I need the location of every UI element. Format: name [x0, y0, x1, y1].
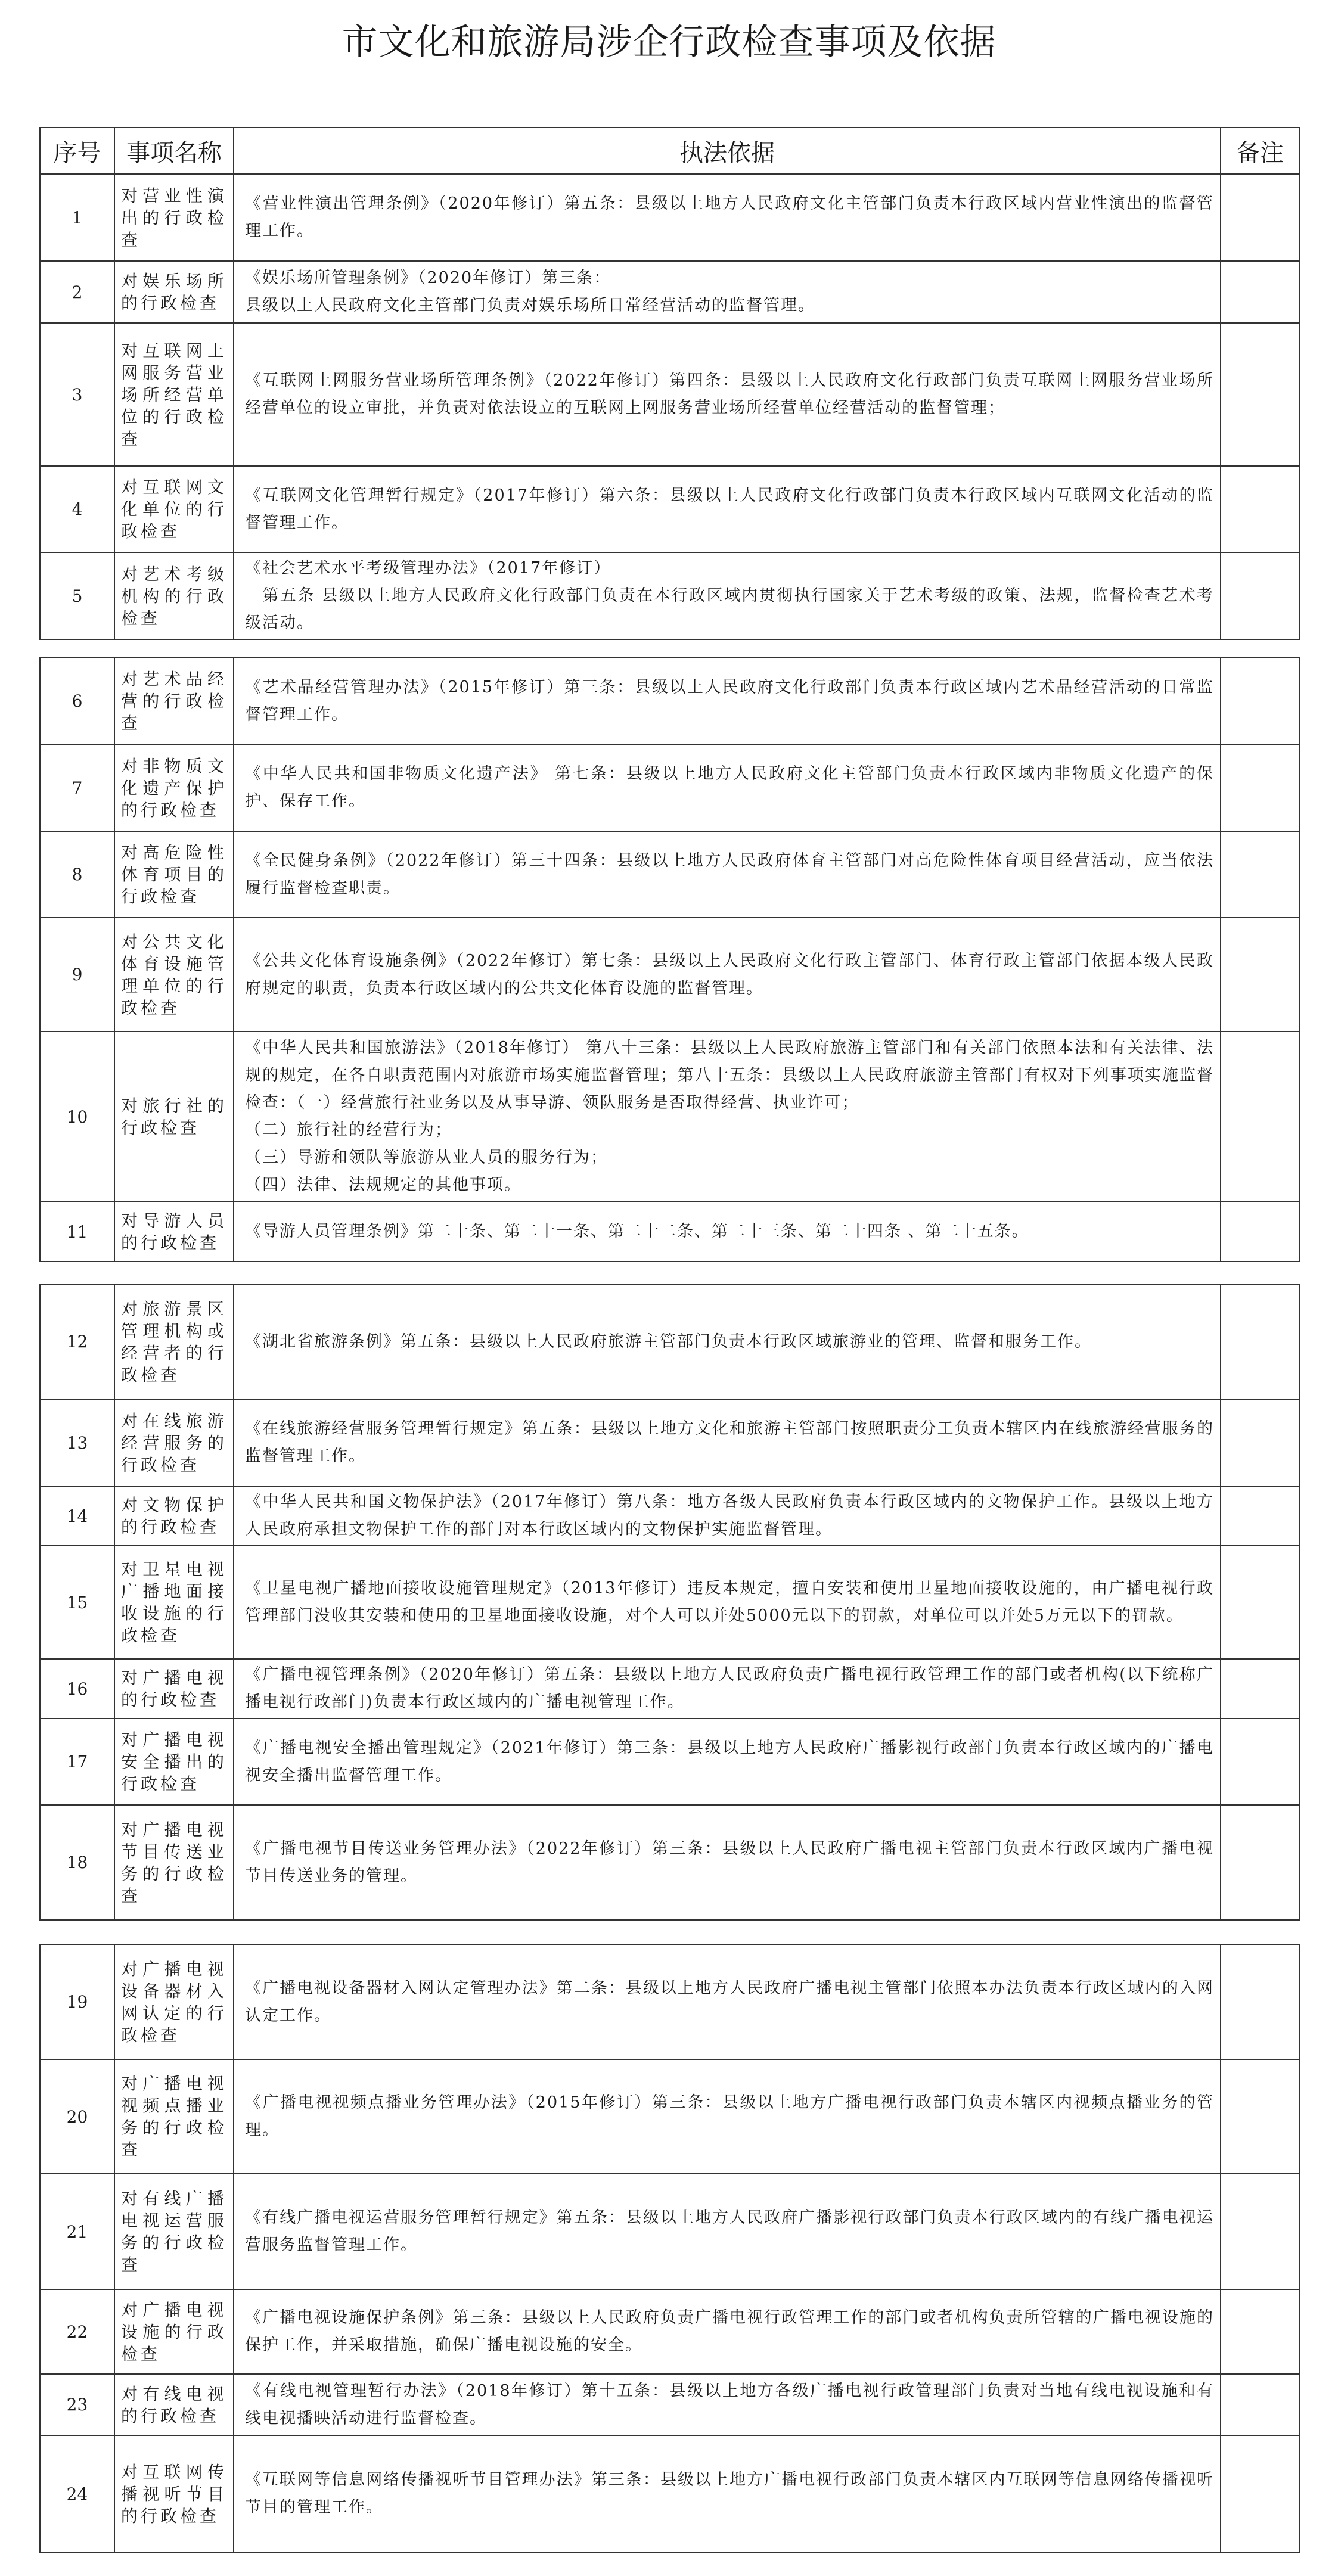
table-row [40, 1031, 1299, 1202]
row-basis [234, 1719, 1221, 1805]
row-remark [1221, 2435, 1299, 2552]
row-name: 对旅行社的行政检查 [114, 1031, 234, 1202]
row-remark [1221, 918, 1299, 1031]
row-name: 对娱乐场所的行政检查 [114, 261, 234, 323]
row-basis [234, 552, 1221, 639]
basis-line: 《社会艺术水平考级管理办法》（2017年修订） [245, 559, 611, 577]
header-remark: 备注 [1221, 128, 1299, 174]
table-row [40, 2435, 1299, 2552]
basis-line: 《互联网文化管理暂行规定》（2017年修订）第六条：县级以上人民政府文化行政部门负责本行政区域内互联网文化活动的监督管理工作。 [245, 486, 1214, 532]
table-row [40, 2059, 1299, 2174]
row-basis [234, 744, 1221, 831]
basis-line: 《互联网等信息网络传播视听节目管理办法》第三条：县级以上地方广播电视行政部门负责本辖区内互联网等信息网络传播视听节目的管理工作。 [245, 2471, 1214, 2516]
table-header-row [40, 128, 1299, 174]
row-remark [1221, 2374, 1299, 2435]
row-remark [1221, 261, 1299, 323]
table-row [40, 1659, 1299, 1719]
row-basis [234, 2289, 1221, 2374]
row-remark [1221, 744, 1299, 831]
row-name: 对互联网文化单位的行政检查 [114, 466, 234, 552]
row-name: 对互联网上网服务营业场所经营单位的行政检查 [114, 323, 234, 466]
row-seq: 11 [40, 1202, 114, 1261]
table-row [40, 2374, 1299, 2435]
row-seq: 21 [40, 2174, 114, 2289]
row-remark [1221, 1719, 1299, 1805]
basis-line: 《广播电视节目传送业务管理办法》（2022年修订）第三条：县级以上人民政府广播电视主管部门负责本行政区域内广播电视节目传送业务的管理。 [245, 1839, 1214, 1885]
row-remark [1221, 1805, 1299, 1920]
row-remark [1221, 1399, 1299, 1486]
row-remark [1221, 323, 1299, 466]
row-seq: 9 [40, 918, 114, 1031]
row-remark [1221, 1031, 1299, 1202]
header-seq: 序号 [40, 128, 114, 174]
row-name: 对高危险性体育项目的行政检查 [114, 831, 234, 918]
row-seq: 5 [40, 552, 114, 639]
row-name: 对营业性演出的行政检查 [114, 174, 234, 261]
table-row [40, 831, 1299, 918]
row-seq: 19 [40, 1944, 114, 2059]
basis-line: 《有线电视管理暂行办法》（2018年修订）第十五条：县级以上地方各级广播电视行政管理部门负责对当地有线电视设施和有线电视播映活动进行监督检查。 [245, 2381, 1214, 2428]
row-basis [234, 2435, 1221, 2552]
row-basis [234, 918, 1221, 1031]
row-seq: 3 [40, 323, 114, 466]
row-remark [1221, 552, 1299, 639]
table-row [40, 1399, 1299, 1486]
row-remark [1221, 1659, 1299, 1719]
row-basis [234, 2059, 1221, 2174]
basis-line: 《在线旅游经营服务管理暂行规定》第五条：县级以上地方文化和旅游主管部门按照职责分工负责本辖区内在线旅游经营服务的监督管理工作。 [245, 1419, 1214, 1465]
basis-line: 第五条 县级以上地方人民政府文化行政部门负责在本行政区域内贯彻执行国家关于艺术考级的政策、法规，监督检查艺术考级活动。 [245, 586, 1214, 632]
table-row [40, 261, 1299, 323]
row-name: 对广播电视的行政检查 [114, 1659, 234, 1719]
basis-line: 《导游人员管理条例》第二十条、第二十一条、第二十二条、第二十三条、第二十四条 、第二十五条。 [245, 1222, 1029, 1241]
row-name: 对文物保护的行政检查 [114, 1486, 234, 1546]
row-remark [1221, 174, 1299, 261]
row-basis [234, 261, 1221, 323]
basis-line: 《中华人民共和国旅游法》（2018年修订） 第八十三条：县级以上人民政府旅游主管部门和有关部门依照本法和有关法律、法规的规定，在各自职责范围内对旅游市场实施监督管理；第八十五条：县级以上人民政府旅游主管部门有权对下列事项实施监督检查：（一）经营旅行社业务以及从事导游、领队服务是否取得经营、执业许可； [245, 1039, 1214, 1112]
basis-line: （三）导游和领队等旅游从业人员的服务行为； [245, 1148, 608, 1167]
inspection-table-page-4 [39, 1944, 1300, 2553]
inspection-table-page-3 [39, 1284, 1300, 1921]
row-basis [234, 1805, 1221, 1920]
basis-line: 《卫星电视广播地面接收设施管理规定》（2013年修订）违反本规定，擅自安装和使用卫星地面接收设施的，由广播电视行政管理部门没收其安装和使用的卫星地面接收设施，对个人可以并处5000元以下的罚款，对单位可以并处5万元以下的罚款。 [245, 1579, 1214, 1625]
row-seq: 23 [40, 2374, 114, 2435]
inspection-table-page-1 [39, 127, 1300, 640]
basis-line: 《广播电视管理条例》（2020年修订）第五条：县级以上地方人民政府负责广播电视行政管理工作的部门或者机构(以下统称广播电视行政部门)负责本行政区域内的广播电视管理工作。 [245, 1665, 1214, 1711]
table-row [40, 1546, 1299, 1659]
inspection-table-page-2 [39, 657, 1300, 1262]
row-basis [234, 466, 1221, 552]
table-row [40, 552, 1299, 639]
row-seq: 10 [40, 1031, 114, 1202]
row-seq: 4 [40, 466, 114, 552]
table-row [40, 466, 1299, 552]
row-seq: 12 [40, 1284, 114, 1399]
table-row [40, 1805, 1299, 1920]
row-seq: 1 [40, 174, 114, 261]
row-name: 对非物质文化遗产保护的行政检查 [114, 744, 234, 831]
table-row [40, 1486, 1299, 1546]
row-name: 对艺术品经营的行政检查 [114, 658, 234, 744]
row-seq: 16 [40, 1659, 114, 1719]
basis-line: 《营业性演出管理条例》（2020年修订）第五条：县级以上地方人民政府文化主管部门负责本行政区域内营业性演出的监督管理工作。 [245, 194, 1214, 240]
row-remark [1221, 466, 1299, 552]
row-name: 对互联网传播视听节目的行政检查 [114, 2435, 234, 2552]
row-remark [1221, 2289, 1299, 2374]
row-remark [1221, 1284, 1299, 1399]
row-seq: 7 [40, 744, 114, 831]
row-name: 对在线旅游经营服务的行政检查 [114, 1399, 234, 1486]
row-remark [1221, 2174, 1299, 2289]
table-row [40, 323, 1299, 466]
row-name: 对有线电视的行政检查 [114, 2374, 234, 2435]
row-basis [234, 1202, 1221, 1261]
row-name: 对广播电视安全播出的行政检查 [114, 1719, 234, 1805]
row-basis [234, 1944, 1221, 2059]
row-seq: 22 [40, 2289, 114, 2374]
basis-line: （二）旅行社的经营行为； [245, 1121, 452, 1139]
row-basis [234, 1031, 1221, 1202]
header-basis: 执法依据 [234, 128, 1221, 174]
basis-line: 《广播电视设施保护条例》第三条：县级以上人民政府负责广播电视行政管理工作的部门或者机构负责所管辖的广播电视设施的保护工作，并采取措施，确保广播电视设施的安全。 [245, 2308, 1214, 2354]
basis-line: 《有线广播电视运营服务管理暂行规定》第五条：县级以上地方人民政府广播影视行政部门负责本行政区域内的有线广播电视运营服务监督管理工作。 [245, 2208, 1214, 2254]
row-seq: 2 [40, 261, 114, 323]
row-name: 对广播电视设施的行政检查 [114, 2289, 234, 2374]
basis-line: 《公共文化体育设施条例》（2022年修订）第七条：县级以上人民政府文化行政主管部门、体育行政主管部门依据本级人民政府规定的职责，负责本行政区域内的公共文化体育设施的监督管理。 [245, 951, 1214, 998]
row-basis [234, 174, 1221, 261]
basis-line: 《中华人民共和国非物质文化遗产法》 第七条：县级以上地方人民政府文化主管部门负责本行政区域内非物质文化遗产的保护、保存工作。 [245, 765, 1214, 810]
row-remark [1221, 831, 1299, 918]
row-seq: 6 [40, 658, 114, 744]
row-name: 对广播电视设备器材入网认定的行政检查 [114, 1944, 234, 2059]
row-basis [234, 323, 1221, 466]
row-seq: 13 [40, 1399, 114, 1486]
basis-line: 《广播电视设备器材入网认定管理办法》第二条：县级以上地方人民政府广播电视主管部门依照本办法负责本行政区域内的入网认定工作。 [245, 1978, 1214, 2025]
basis-line: 《湖北省旅游条例》第五条：县级以上人民政府旅游主管部门负责本行政区域旅游业的管理、监督和服务工作。 [245, 1332, 1092, 1351]
row-remark [1221, 1202, 1299, 1261]
row-seq: 17 [40, 1719, 114, 1805]
row-seq: 20 [40, 2059, 114, 2174]
row-seq: 24 [40, 2435, 114, 2552]
table-row [40, 744, 1299, 831]
row-seq: 8 [40, 831, 114, 918]
row-seq: 14 [40, 1486, 114, 1546]
row-name: 对有线广播电视运营服务的行政检查 [114, 2174, 234, 2289]
table-row [40, 1719, 1299, 1805]
row-basis [234, 2374, 1221, 2435]
table-row [40, 1284, 1299, 1399]
row-remark [1221, 2059, 1299, 2174]
row-basis [234, 831, 1221, 918]
row-basis [234, 1486, 1221, 1546]
row-basis [234, 1546, 1221, 1659]
basis-line: （四）法律、法规规定的其他事项。 [245, 1176, 521, 1194]
row-name: 对卫星电视广播地面接收设施的行政检查 [114, 1546, 234, 1659]
table-row [40, 2174, 1299, 2289]
row-remark [1221, 1486, 1299, 1546]
table-row [40, 174, 1299, 261]
basis-line: 《广播电视安全播出管理规定》（2021年修订）第三条：县级以上地方人民政府广播影视行政部门负责本行政区域内的广播电视安全播出监督管理工作。 [245, 1738, 1214, 1785]
row-name: 对艺术考级机构的行政检查 [114, 552, 234, 639]
table-row [40, 918, 1299, 1031]
table-row [40, 2289, 1299, 2374]
table-row [40, 1944, 1299, 2059]
row-basis [234, 658, 1221, 744]
row-basis [234, 1659, 1221, 1719]
row-name: 对旅游景区管理机构或经营者的行政检查 [114, 1284, 234, 1399]
row-name: 对广播电视节目传送业务的行政检查 [114, 1805, 234, 1920]
row-seq: 18 [40, 1805, 114, 1920]
table-row [40, 1202, 1299, 1261]
row-basis [234, 1284, 1221, 1399]
row-name: 对导游人员的行政检查 [114, 1202, 234, 1261]
basis-line: 《娱乐场所管理条例》（2020年修订）第三条： [245, 269, 611, 287]
table-row [40, 658, 1299, 744]
row-seq: 15 [40, 1546, 114, 1659]
row-basis [234, 1399, 1221, 1486]
header-name: 事项名称 [114, 128, 234, 174]
basis-line: 《互联网上网服务营业场所管理条例》（2022年修订）第四条：县级以上人民政府文化行政部门负责互联网上网服务营业场所经营单位的设立审批，并负责对依法设立的互联网上网服务营业场所经营单位经营活动的监督管理； [245, 371, 1214, 417]
row-basis [234, 2174, 1221, 2289]
basis-line: 《广播电视视频点播业务管理办法》（2015年修订）第三条：县级以上地方广播电视行政部门负责本辖区内视频点播业务的管理。 [245, 2093, 1214, 2139]
basis-line: 《艺术品经营管理办法》（2015年修订）第三条：县级以上人民政府文化行政部门负责本行政区域内艺术品经营活动的日常监督管理工作。 [245, 678, 1214, 724]
basis-line: 《全民健身条例》（2022年修订）第三十四条：县级以上地方人民政府体育主管部门对高危险性体育项目经营活动，应当依法履行监督检查职责。 [245, 851, 1214, 897]
row-name: 对广播电视视频点播业务的行政检查 [114, 2059, 234, 2174]
basis-line: 《中华人民共和国文物保护法》（2017年修订）第八条：地方各级人民政府负责本行政区域内的文物保护工作。县级以上地方人民政府承担文物保护工作的部门对本行政区域内的文物保护实施监督管理。 [245, 1493, 1214, 1539]
row-remark [1221, 1944, 1299, 2059]
row-name: 对公共文化体育设施管理单位的行政检查 [114, 918, 234, 1031]
page-title: 市文化和旅游局涉企行政检查事项及依据 [342, 21, 996, 63]
row-remark [1221, 1546, 1299, 1659]
row-remark [1221, 658, 1299, 744]
basis-line: 县级以上人民政府文化主管部门负责对娱乐场所日常经营活动的监督管理。 [245, 296, 815, 315]
